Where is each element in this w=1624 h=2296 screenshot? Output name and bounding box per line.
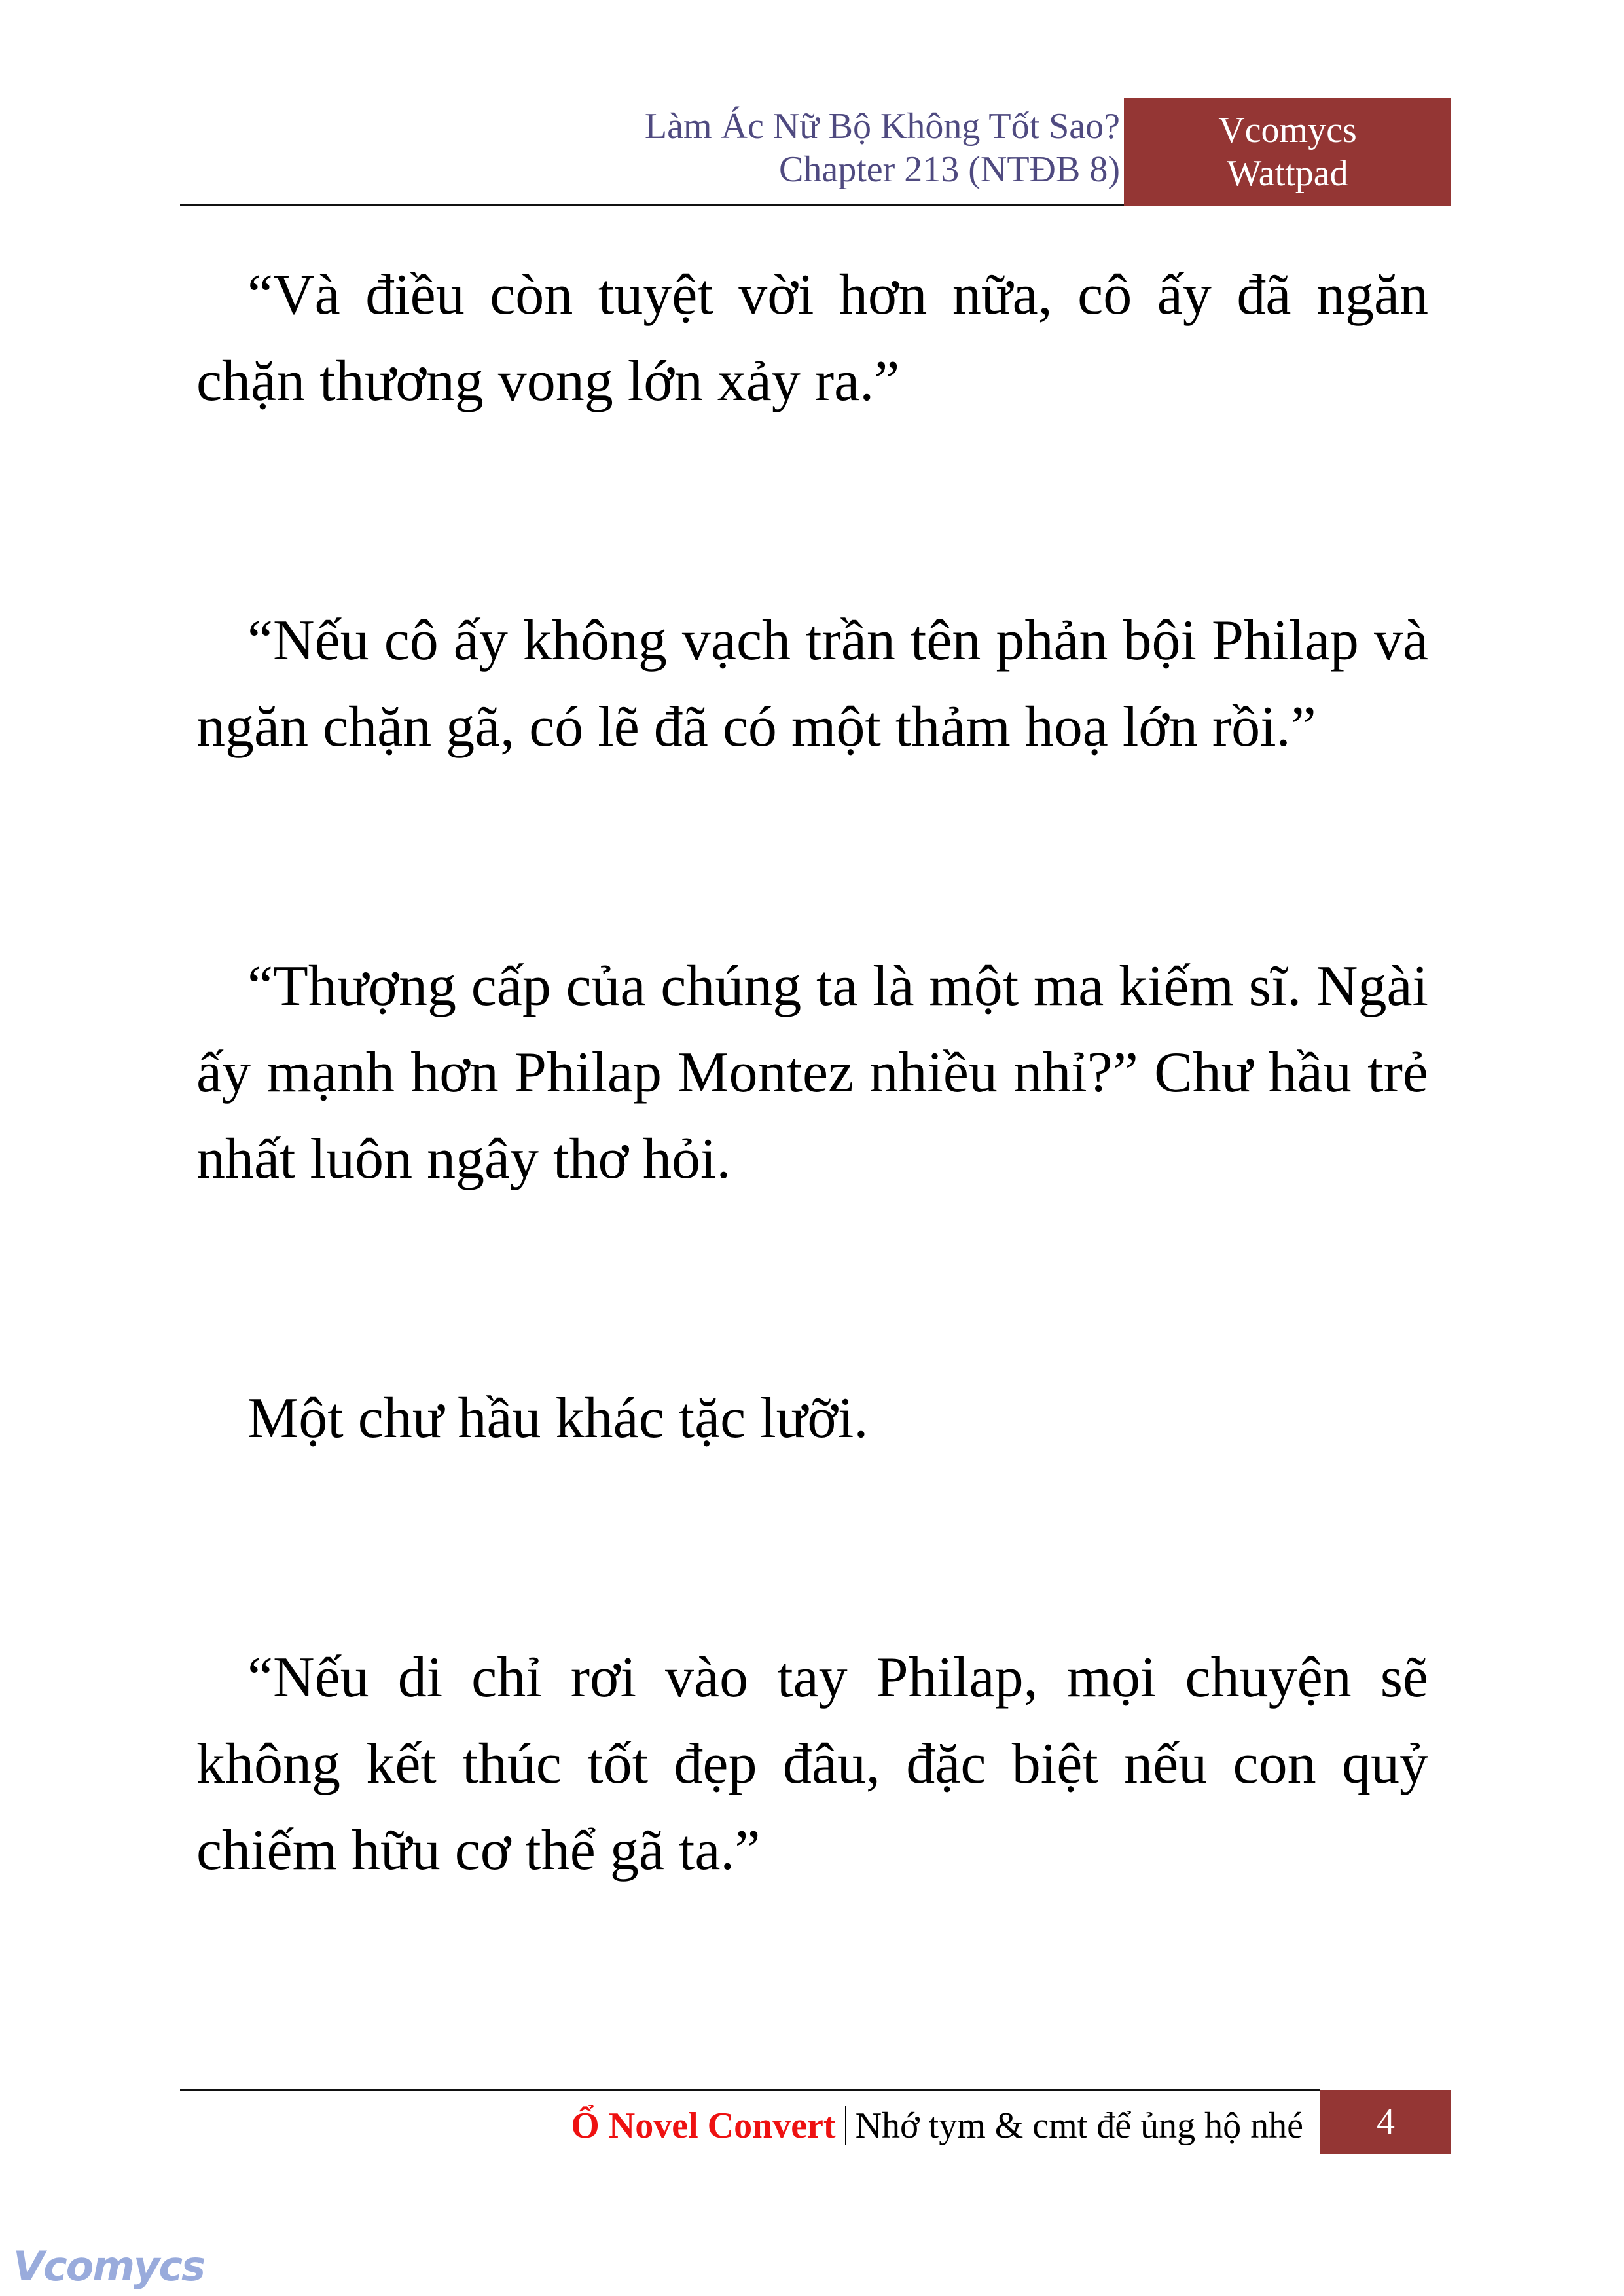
chapter-body [196,252,1428,2067]
paragraph: “Nếu cô ấy không vạch trần tên phản bội Philap và ngăn chặn gã, có lẽ đã có một thảm hoạ lớn rồi.” [196,609,1428,759]
footer-note: Nhớ tym & cmt để ủng hộ nhé [855,2105,1303,2146]
paragraph: “Và điều còn tuyệt vời hơn nữa, cô ấy đã ngăn chặn thương vong lớn xảy ra.” [196,263,1428,413]
document-title [645,105,1120,191]
paragraph: Một chư hầu khác tặc lưỡi. [247,1387,869,1450]
platform-name: Wattpad [1227,153,1348,194]
brand-name: Vcomycs [1218,110,1357,151]
footer-text [571,2103,1303,2149]
vcomycs-logo-icon: Vcomycs [13,2242,205,2290]
novel-title: Làm Ác Nữ Bộ Không Tốt Sao? [644,106,1120,147]
header-divider [180,204,1124,206]
paragraph: “Thượng cấp của chúng ta là một ma kiếm sĩ. Ngài ấy mạnh hơn Philap Montez nhiều nhỉ?” Chư hầu trẻ nhất luôn ngây thơ hỏi. [196,955,1428,1191]
footer-brand: Ổ Novel Convert [571,2105,836,2146]
paragraph: “Nếu di chỉ rơi vào tay Philap, mọi chuyện sẽ không kết thúc tốt đẹp đâu, đặc biệt nếu con quỷ chiếm hữu cơ thể gã ta.” [196,1646,1428,1882]
header-brand-box [1124,98,1451,206]
footer-separator [845,2106,846,2145]
footer-divider [180,2089,1320,2091]
page-number: 4 [1320,2090,1451,2154]
chapter-label: Chapter 213 (NTĐB 8) [778,149,1120,190]
